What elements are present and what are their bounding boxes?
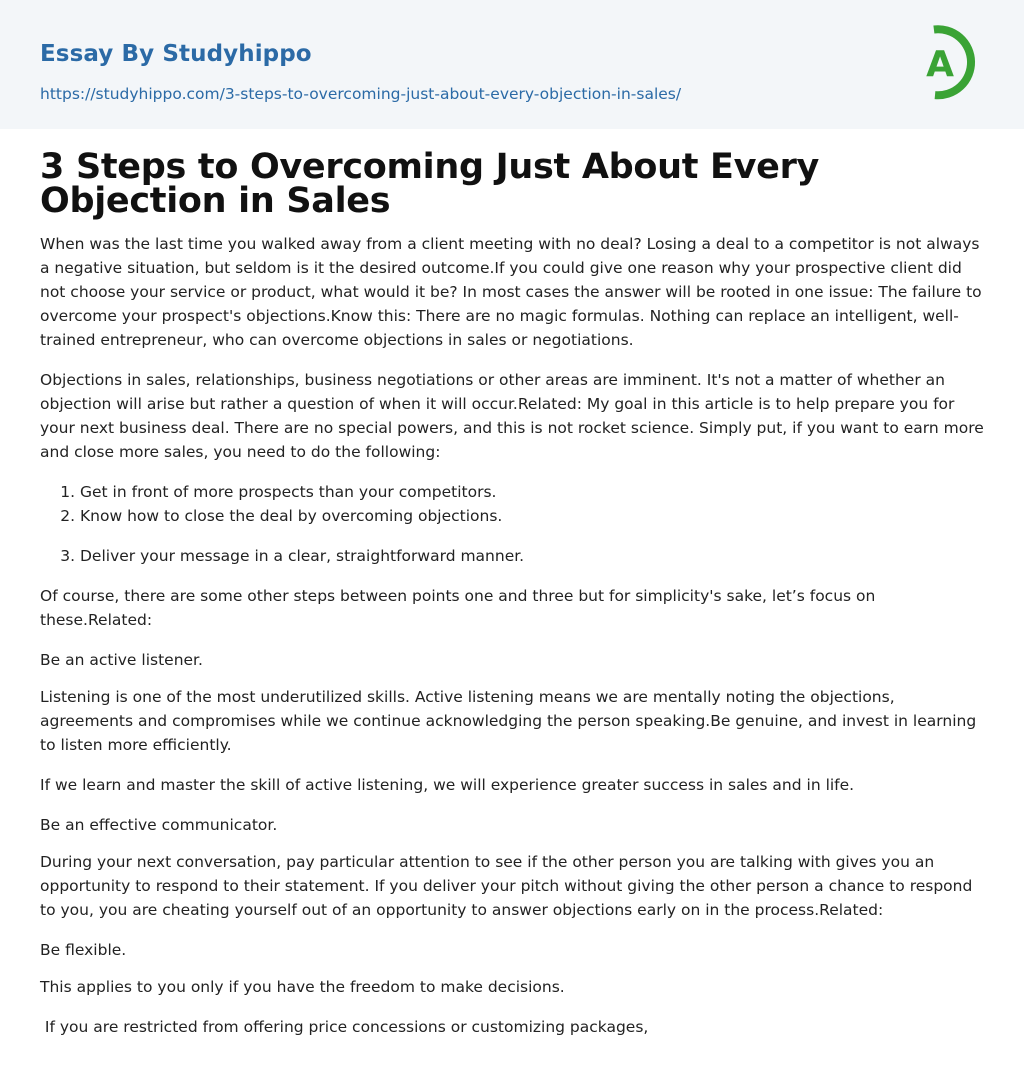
page-header (0, 0, 1024, 129)
step-item: 2. Know how to close the deal by overcoming objections. (80, 504, 988, 528)
paragraph-listening: Listening is one of the most underutilized skills. Active listening means we are mentally noting the objections, agreements and compromises while we continue acknowledging the person speaking.Be genuine, and invest in learning to listen more efficiently. (40, 688, 977, 754)
studyhippo-logo-icon (912, 19, 986, 105)
paragraph-simplicity: Of course, there are some other steps between points one and three but for simplicity's sake, let’s focus on these.Related: (40, 587, 876, 629)
paragraph-restricted: If you are restricted from offering price concessions or customizing packages, (40, 1018, 649, 1036)
brand-title: Essay By Studyhippo (40, 41, 312, 67)
steps-list (40, 480, 988, 568)
paragraph-conversation: During your next conversation, pay particular attention to see if the other person you are talking with gives you an opportunity to respond to their statement. If you deliver your pitch without giving the other person a chance to respond to you, you are cheating yourself out of an opportunity to answer objections early on in the process.Related: (40, 853, 973, 919)
article-title: 3 Steps to Overcoming Just About Every Objection in Sales (40, 147, 820, 221)
paragraph-mastery: If we learn and master the skill of active listening, we will experience greater success in sales and in life. (40, 776, 855, 794)
step-item: 3. Deliver your message in a clear, straightforward manner. (80, 544, 988, 568)
step-item: 1. Get in front of more prospects than your competitors. (80, 480, 988, 504)
paragraph-freedom: This applies to you only if you have the freedom to make decisions. (40, 978, 565, 996)
logo-letter: A (926, 44, 954, 85)
article-content (40, 147, 988, 1055)
subheading-communicator: Be an effective communicator. (40, 816, 278, 834)
paragraph-objections: Objections in sales, relationships, business negotiations or other areas are imminent. It's not a matter of whether an objection will arise but rather a question of when it will occur.Related: My goal in this article is to help prepare you for your next business deal. There are no special powers, and this is not rocket science. Simply put, if you want to earn more and close more sales, you need to do the following: (40, 371, 984, 461)
paragraph-intro: When was the last time you walked away from a client meeting with no deal? Losing a deal to a competitor is not always a negative situation, but seldom is it the desired outcome.If you could give one reason why your prospective client did not choose your service or product, what would it be? In most cases the answer will be rooted in one issue: The failure to overcome your prospect's objections.Know this: There are no magic formulas. Nothing can replace an intelligent, well-trained entrepreneur, who can overcome objections in sales or negotiations. (40, 235, 982, 349)
subheading-flexible: Be flexible. (40, 941, 127, 959)
subheading-active-listener: Be an active listener. (40, 651, 203, 669)
source-url-link[interactable]: https://studyhippo.com/3-steps-to-overcoming-just-about-every-objection-in-sales/ (40, 85, 682, 103)
